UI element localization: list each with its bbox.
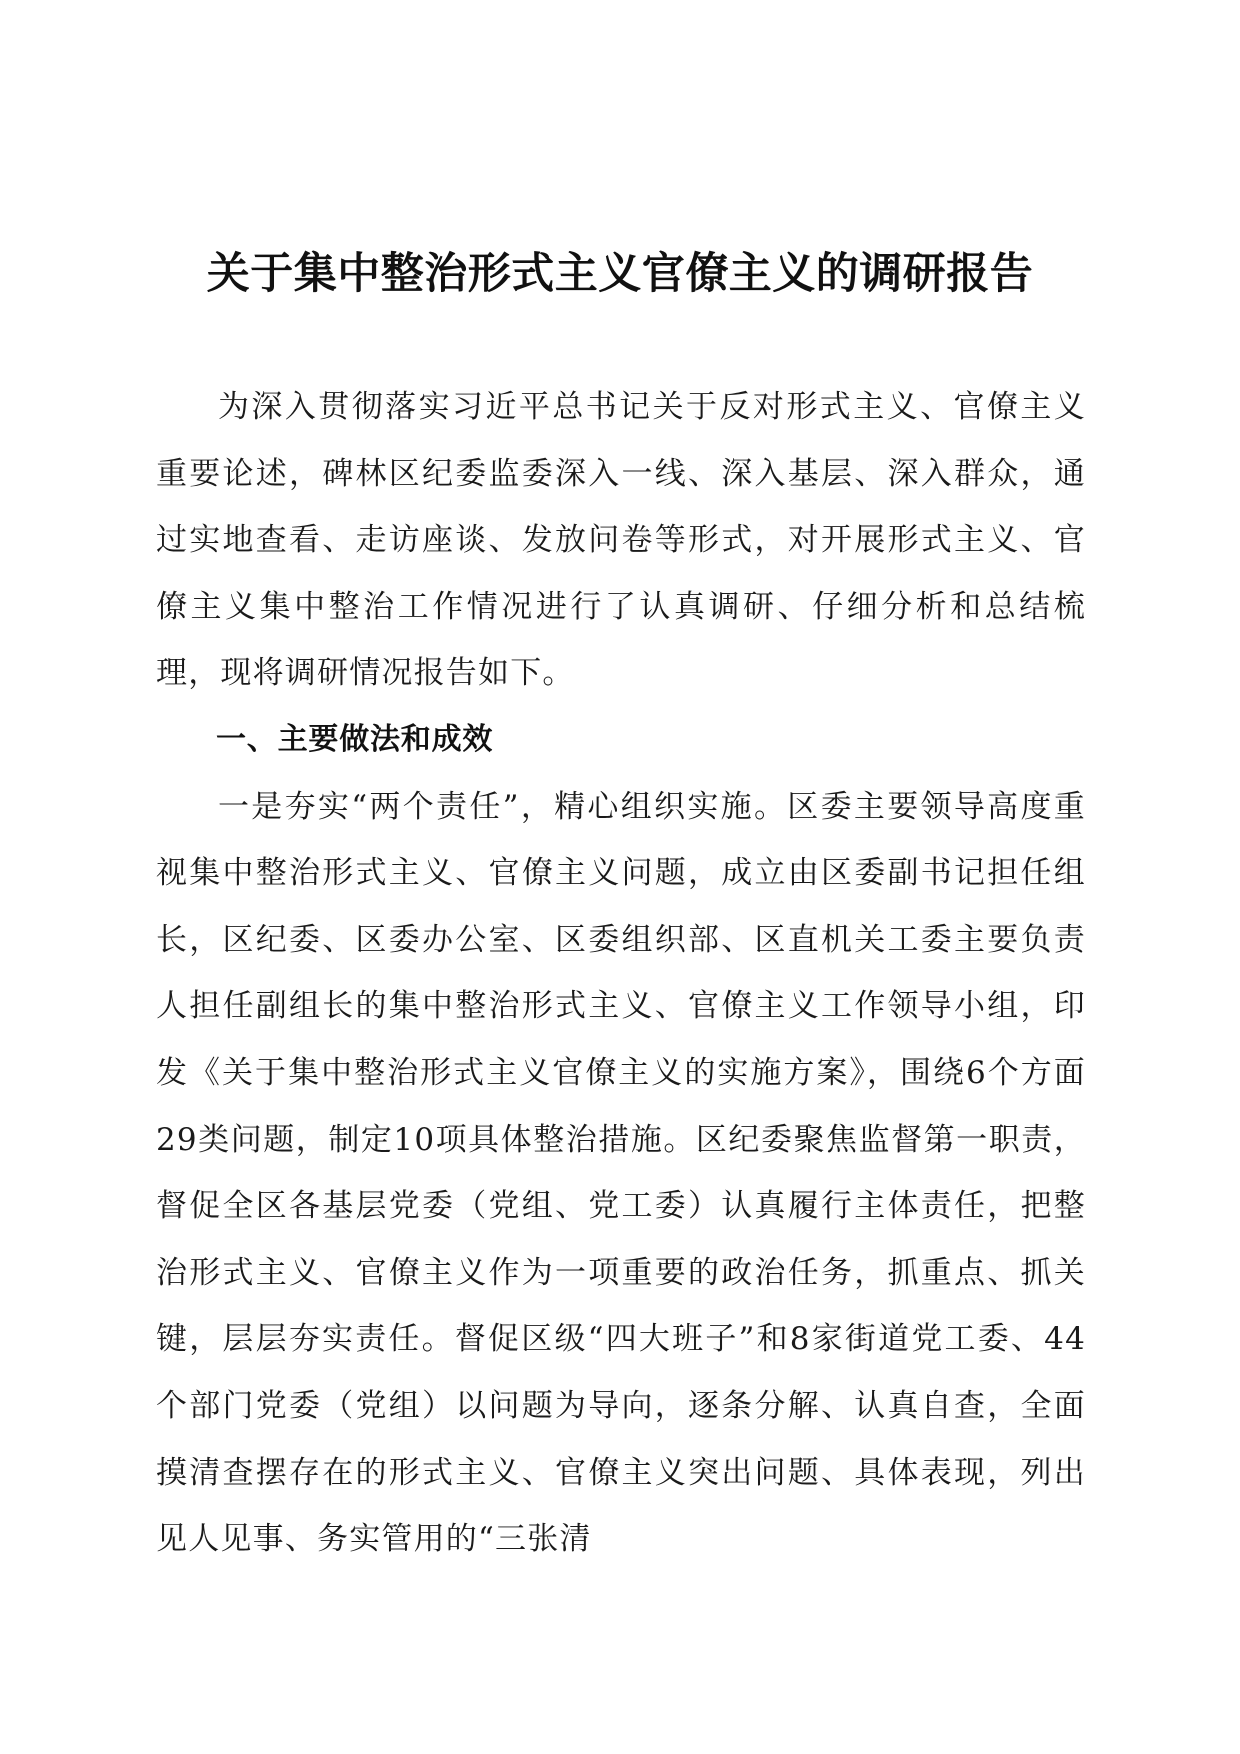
intro-paragraph: 为深入贯彻落实习近平总书记关于反对形式主义、官僚主义重要论述，碑林区纪委监委深入一线、深入基层、深入群众，通过实地查看、走访座谈、发放问卷等形式，对开展形式主义、官僚主义集中整治工作情况进行了认真调研、仔细分析和总结梳理，现将调研情况报告如下。	[156, 389, 1086, 692]
section-heading: 一、主要做法和成效	[216, 721, 494, 757]
body-paragraph: 一是夯实“两个责任”，精心组织实施。区委主要领导高度重视集中整治形式主义、官僚主义问题，成立由区委副书记担任组长，区纪委、区委办公室、区委组织部、区直机关工委主要负责人担任副组长的集中整治形式主义、官僚主义工作领导小组，印发《关于集中整治形式主义官僚主义的实施方案》，围绕6个方面29类问题，制定10项具体整治措施。区纪委聚焦监督第一职责，督促全区各基层党委（党组、党工委）认真履行主体责任，把整治形式主义、官僚主义作为一项重要的政治任务，抓重点、抓关键，层层夯实责任。督促区级“四大班子”和8家街道党工委、44个部门党委（党组）以问题为导向，逐条分解、认真自查，全面摸清查摆存在的形式主义、官僚主义突出问题、具体表现，列出见人见事、务实管用的“三张清	[156, 788, 1086, 1558]
document-body	[156, 374, 1086, 1573]
document-title: 关于集中整治形式主义官僚主义的调研报告	[206, 249, 1034, 299]
